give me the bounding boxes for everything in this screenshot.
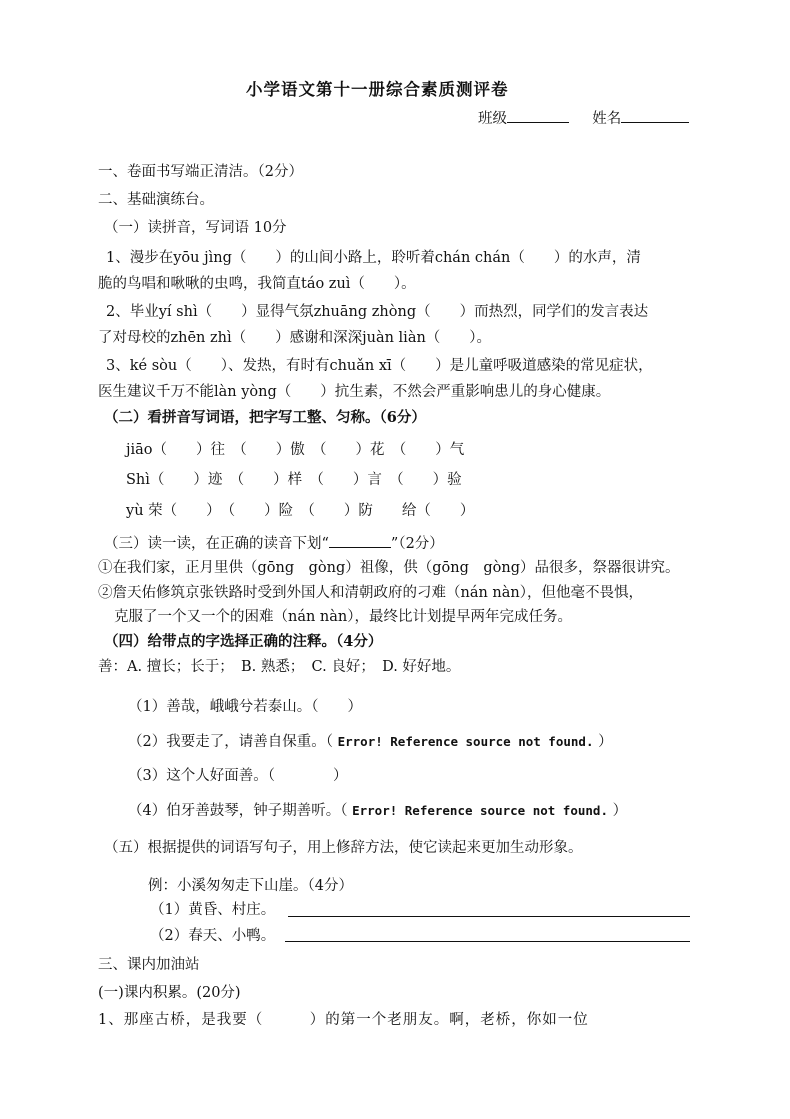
part-5-heading: （五）根据提供的词语写句子，用上修辞方法，使它读起来更加生动形象。 — [104, 840, 583, 856]
p1-q2-line1: 2、毕业yí shì（ ）显得气氛zhuāng zhòng（ ）而热烈，同学们的发言表达 — [106, 304, 649, 320]
p3-heading-start: （三）读一读，在正确的读音下划“ — [104, 536, 329, 552]
p4-q1: （1）善哉，峨峨兮若泰山。（ ） — [128, 699, 362, 715]
p4-options: 善：A. 擅长；长于； B. 熟悉； C. 良好； D. 好好地。 — [98, 659, 461, 675]
p4-q4-error: Error! Reference source not found. — [352, 803, 608, 818]
part-4-heading: （四）给带点的字选择正确的注释。（4分） — [104, 633, 383, 650]
p5-answer-line-1[interactable] — [288, 916, 690, 917]
section-3: 三、课内加油站 — [98, 957, 200, 973]
p3-line-2: ②詹天佑修筑京张铁路时受到外国人和清朝政府的刁难（nán nàn），但他毫不畏惧， — [98, 585, 644, 601]
p5-answer-line-2[interactable] — [285, 941, 690, 942]
p5-item-1: （1）黄昏、村庄。 — [150, 902, 276, 918]
p4-q2-error: Error! Reference source not found. — [337, 734, 594, 749]
p1-q3-line2: 医生建议千万不能làn yòng（ ）抗生素，不然会严重影响患儿的身心健康。 — [98, 384, 611, 400]
p1-q2-line2: 了对母校的zhēn zhì（ ）感谢和深深juàn liàn（ ）。 — [98, 330, 492, 346]
p1-q1-line1: 1、漫步在yōu jìng（ ）的山间小路上，聆听着chán chán（ ）的水声，清 — [106, 250, 641, 266]
section-3-q1: 1、那座古桥，是我要（ ）的第一个老朋友。啊，老桥，你如一位 — [98, 1012, 589, 1028]
name-blank[interactable] — [621, 108, 689, 123]
p4-q4-close: ） — [612, 803, 628, 819]
class-blank[interactable] — [507, 108, 569, 123]
underline-sample — [329, 533, 391, 548]
name-label: 姓名 — [592, 111, 622, 127]
part-1-heading: （一）读拼音，写词语 10分 — [104, 220, 287, 236]
p1-q1-line2: 脆的鸟唱和啾啾的虫鸣，我简直táo zuì（ ）。 — [98, 276, 416, 292]
class-label: 班级 — [478, 111, 507, 127]
section-2: 二、基础演练台。 — [98, 192, 214, 208]
p4-q4-text: （4）伯牙善鼓琴，钟子期善听。（ — [128, 803, 348, 819]
p2-row-1: jiāo（ ）往 （ ）傲 （ ）花 （ ）气 — [126, 442, 465, 458]
p3-line-1: ①在我们家，正月里供（gōng gòng）祖像，供（gōng gòng）品很多，祭器很讲究。 — [98, 560, 680, 576]
p4-q4 — [128, 801, 627, 821]
p4-q2 — [128, 732, 613, 752]
part-3-heading — [104, 533, 444, 554]
student-info — [478, 108, 689, 129]
p5-example: 例：小溪匆匆走下山崖。（4分） — [148, 878, 353, 894]
p4-q2-text: （2）我要走了，请善自保重。（ — [128, 734, 333, 750]
part-2-heading: （二）看拼音写词语，把字写工整、匀称。（6分） — [104, 409, 426, 426]
p2-row-3: yù 荣（ ） （ ）险 （ ）防 给（ ） — [126, 503, 475, 519]
p3-heading-end: ”（2分） — [390, 536, 444, 552]
p2-row-2: Shì（ ）迹 （ ）样 （ ）言 （ ）验 — [126, 472, 462, 488]
p4-q3: （3）这个人好面善。（ ） — [128, 768, 348, 784]
p5-item-2: （2）春天、小鸭。 — [150, 928, 276, 944]
page-title: 小学语文第十一册综合素质测评卷 — [246, 80, 509, 99]
section-3-sub: (一)课内积累。(20分) — [98, 985, 241, 1001]
section-1: 一、卷面书写端正清洁。（2分） — [98, 164, 303, 180]
p3-line-3: 克服了一个又一个的困难（nán nàn），最终比计划提早两年完成任务。 — [114, 609, 573, 625]
p1-q3-line1: 3、ké sòu（ ）、发热，有时有chuǎn xī（ ）是儿童呼吸道感染的常见症状， — [106, 358, 653, 374]
p4-q2-close: ） — [598, 734, 613, 750]
